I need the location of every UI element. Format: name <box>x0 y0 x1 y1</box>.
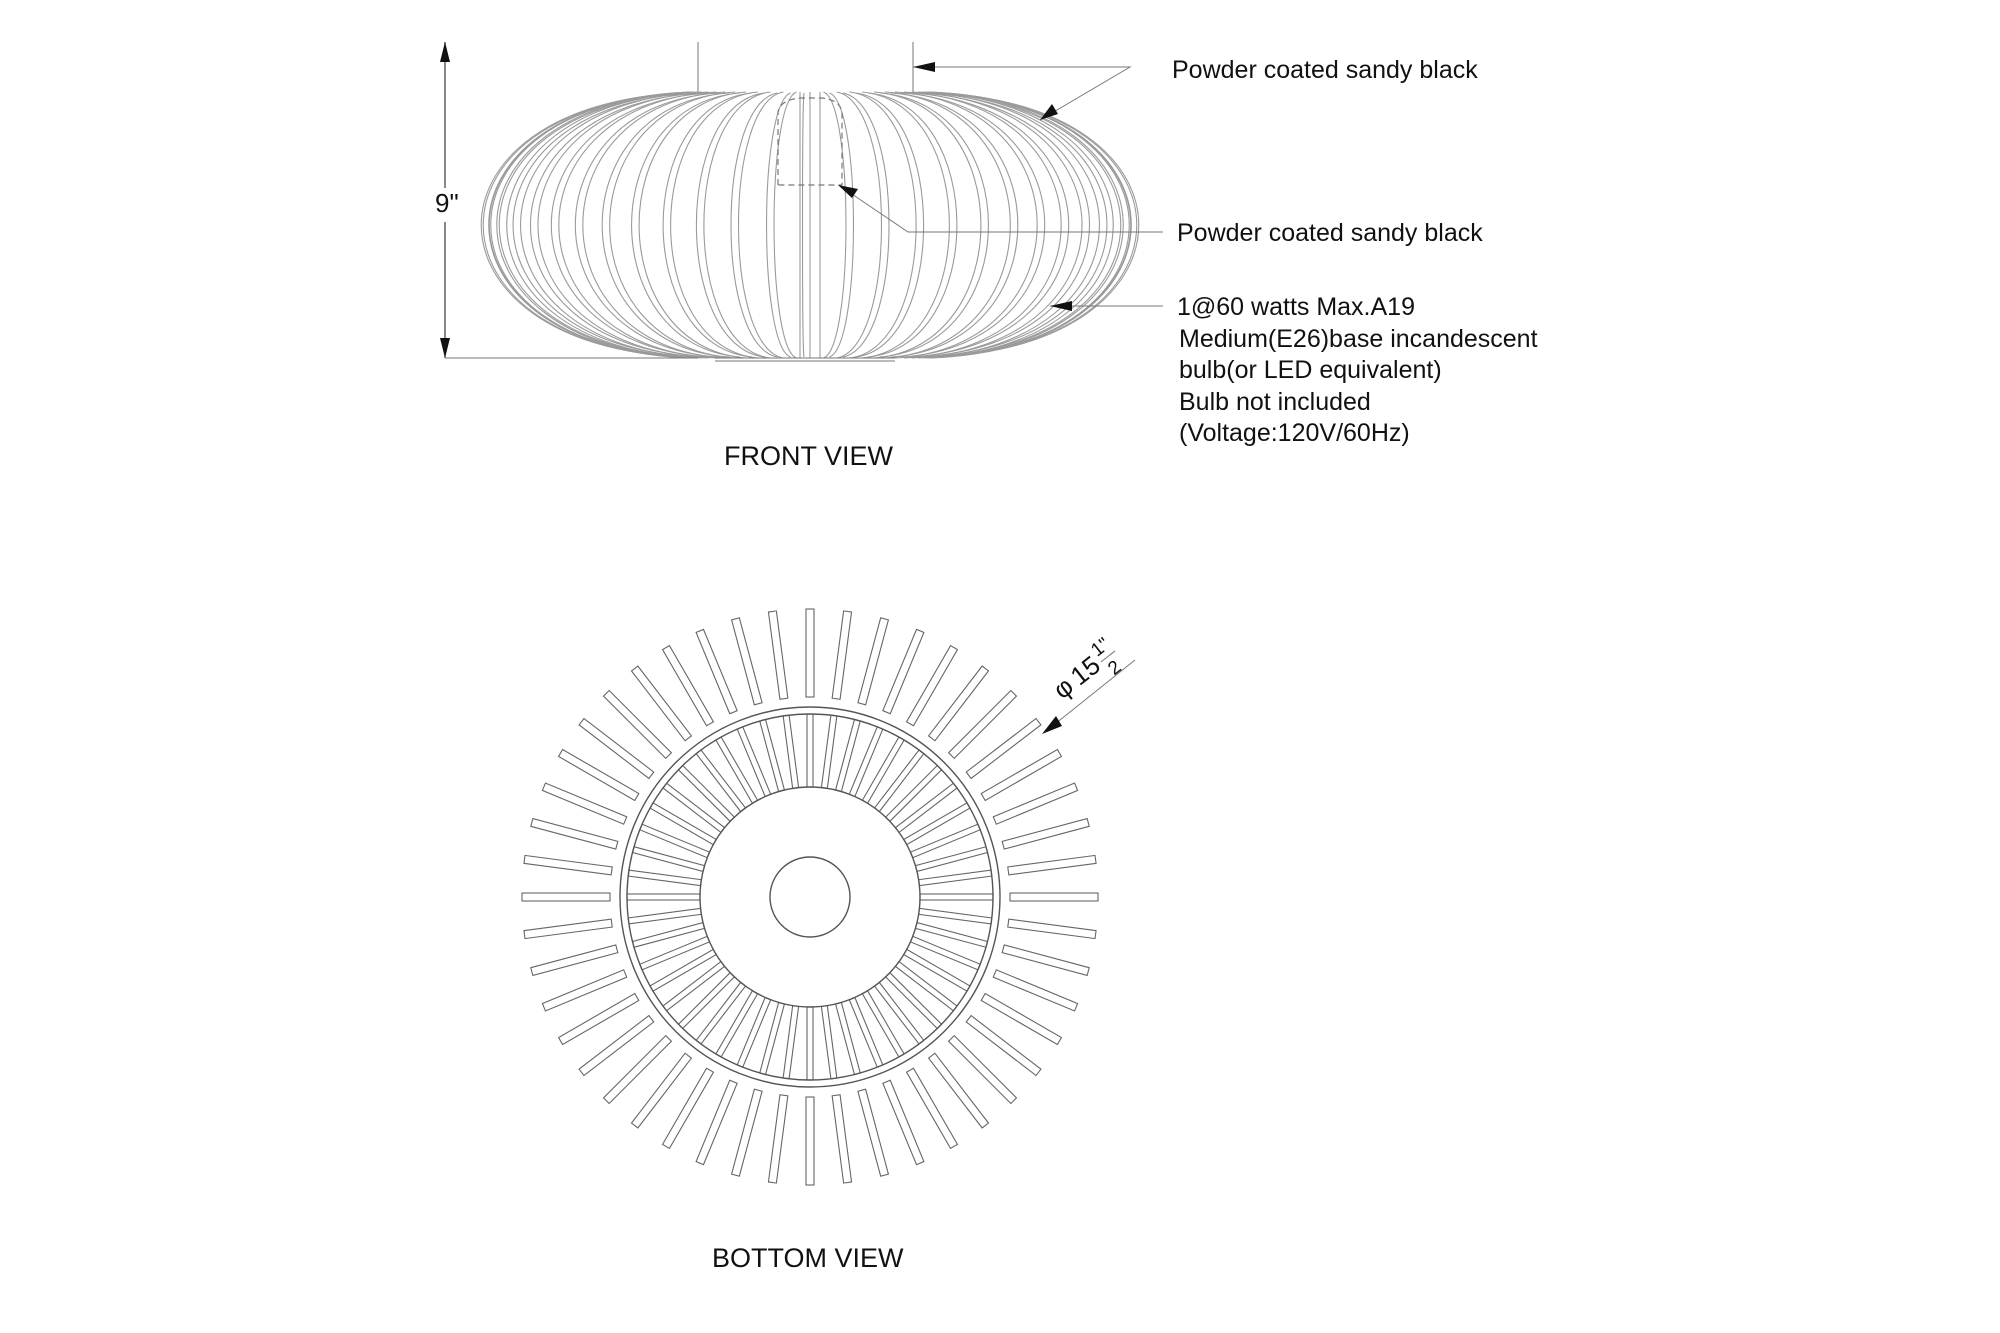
shade-rib <box>739 92 784 358</box>
radial-bar <box>993 783 1077 824</box>
radial-bar <box>1002 945 1089 976</box>
inner-spoke <box>663 962 725 1011</box>
radial-bar <box>858 1089 889 1176</box>
shade-rib-edge <box>829 93 853 357</box>
callout-inner-text: Powder coated sandy black <box>1177 219 1483 247</box>
inner-spoke <box>895 783 957 832</box>
shade-rib <box>704 92 770 358</box>
radial-bar <box>993 970 1077 1011</box>
shade-rib-edge <box>933 93 1131 357</box>
height-dimension-label: 9" <box>435 188 459 218</box>
inner-spoke <box>696 982 745 1044</box>
radial-bar <box>832 1095 851 1183</box>
inner-spoke <box>783 1006 798 1079</box>
shade-rib-edge <box>602 93 729 357</box>
bulb-spec-line-1: 1@60 watts Max.A19 <box>1177 293 1415 321</box>
inner-spoke <box>678 973 734 1029</box>
diameter-dimension <box>1042 634 1135 734</box>
dimension-arrow-top <box>440 42 450 62</box>
inner-spoke <box>920 894 993 900</box>
callout-top-text: Powder coated sandy black <box>1172 56 1478 84</box>
radial-bar <box>542 970 626 1011</box>
diameter-arrow <box>1042 716 1062 734</box>
shade-rib-edge <box>891 93 1018 357</box>
inner-spoke <box>886 765 942 821</box>
inner-spoke <box>895 962 957 1011</box>
diameter-whole: 15 <box>1064 649 1106 692</box>
inner-spoke <box>821 715 836 788</box>
bulb-spec-line-3: bulb(or LED equivalent) <box>1179 356 1442 384</box>
inner-spoke <box>696 750 745 812</box>
bulb-spec <box>1177 293 1538 447</box>
shade-rib-edge <box>489 93 687 357</box>
inner-spoke <box>919 908 992 923</box>
shade-rib <box>639 92 746 358</box>
radial-bar <box>806 609 814 697</box>
shade-rib <box>930 92 1131 358</box>
inner-spoke <box>628 870 701 885</box>
inner-ring <box>700 787 920 1007</box>
front-view <box>425 42 1538 471</box>
shade-rib <box>823 92 846 358</box>
shade-rib-edge <box>803 93 805 357</box>
inner-spoke <box>886 973 942 1029</box>
callout-bulb-leader <box>1050 301 1163 311</box>
radial-bar <box>1008 919 1096 938</box>
radial-bar <box>531 819 618 850</box>
leader-arrow-bulb <box>1050 301 1072 311</box>
diameter-numerator: 1" <box>1087 634 1114 662</box>
shade-rib-edge <box>843 93 889 357</box>
radial-bar <box>768 1095 787 1183</box>
radial-bar <box>524 919 612 938</box>
inner-spoke <box>628 908 701 923</box>
shade-rib-edge <box>731 93 777 357</box>
shade-rib <box>837 92 882 358</box>
inner-spoke <box>663 783 725 832</box>
socket-cap <box>770 857 850 937</box>
inner-spoke <box>783 715 798 788</box>
radial-bars <box>522 609 1098 1185</box>
inner-spokes <box>627 714 993 1080</box>
diameter-denominator: 2 <box>1104 656 1126 680</box>
bulb-spec-line-4: Bulb not included <box>1179 388 1371 416</box>
radial-bar <box>883 1080 924 1164</box>
radial-bar <box>696 1080 737 1164</box>
radial-bar <box>732 618 763 705</box>
radial-bar <box>542 783 626 824</box>
inner-spoke <box>807 1007 813 1080</box>
radial-bar <box>1002 819 1089 850</box>
shade-ribs <box>481 92 1139 358</box>
radial-bar <box>696 629 737 713</box>
radial-bar <box>768 611 787 699</box>
radial-bar <box>883 629 924 713</box>
radial-bar <box>1010 893 1098 901</box>
diameter-symbol: φ <box>1047 670 1079 705</box>
shade-rib-edge <box>696 93 764 357</box>
radial-bar <box>1008 855 1096 874</box>
inner-spoke <box>627 894 700 900</box>
dimension-arrow-bottom <box>440 338 450 358</box>
radial-bar <box>832 611 851 699</box>
inner-spoke <box>919 870 992 885</box>
inner-spoke <box>807 714 813 787</box>
radial-bar <box>806 1097 814 1185</box>
callout-inner-leader <box>838 185 1163 232</box>
radial-bar <box>732 1089 763 1176</box>
front-view-title: FRONT VIEW <box>724 441 894 471</box>
inner-spoke <box>875 750 924 812</box>
bulb-spec-line-2: Medium(E26)base incandescent <box>1179 325 1538 353</box>
shade-rib <box>489 92 690 358</box>
shade-rib-edge <box>632 93 741 357</box>
bottom-view-title: BOTTOM VIEW <box>712 1243 904 1273</box>
shade-rib <box>874 92 981 358</box>
inner-spoke <box>821 1006 836 1079</box>
shade-rib-edge <box>856 93 924 357</box>
inner-spoke <box>678 765 734 821</box>
leader-arrow-stem <box>913 62 935 72</box>
radial-bar <box>522 893 610 901</box>
radial-bar <box>531 945 618 976</box>
bulb-spec-line-5: (Voltage:120V/60Hz) <box>1179 419 1410 447</box>
shade-rib <box>850 92 916 358</box>
shade-rib-edge <box>880 93 989 357</box>
radial-bar <box>524 855 612 874</box>
radial-bar <box>858 618 889 705</box>
bottom-view <box>522 609 1135 1273</box>
inner-spoke <box>875 982 924 1044</box>
